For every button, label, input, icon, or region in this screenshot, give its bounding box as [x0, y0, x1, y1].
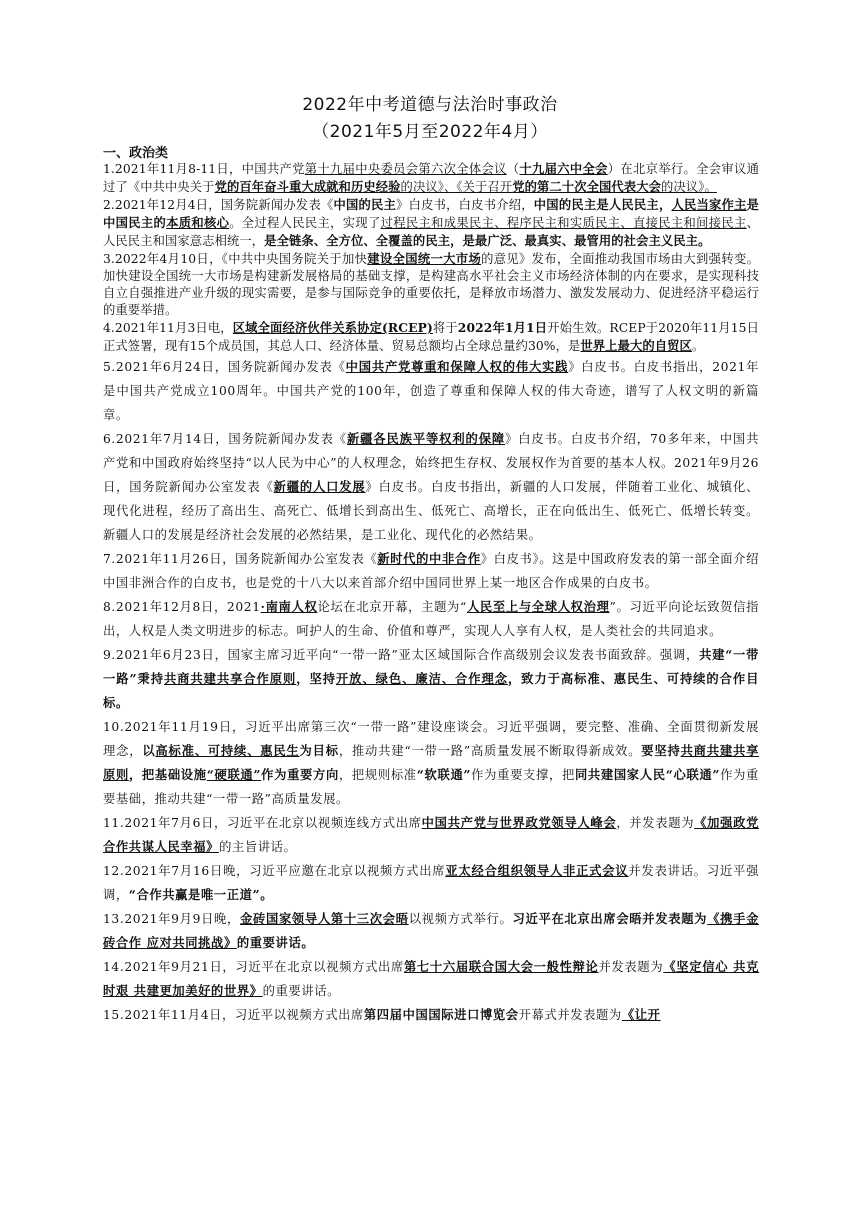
item-text: 12.2021年7月16日晚，习近平应邀在北京以视频方式出席 — [103, 864, 446, 878]
item-text: ，致力于高标准、惠民生、可持续的合作目标。 — [103, 671, 759, 710]
document-subtitle: （2021年5月至2022年4月） — [312, 122, 548, 142]
news-item-13 — [103, 907, 759, 955]
item-text: 党的第二十次全国代表大会 — [512, 179, 661, 194]
item-text: （ — [506, 162, 520, 176]
item-text: ，推动共建“一带一路”高质量发展不断取得新成效。 — [338, 744, 642, 758]
document-title: 2022年中考道德与法治时事政治 — [302, 95, 558, 115]
item-text: 》白皮书》。这是中国政府发表的第一部全面介绍中国非洲合作的白皮书，也是党的十八大以来首部介绍中国同世界上某一地区合作成果的白皮书。 — [103, 552, 759, 590]
item-text: 要坚持 — [641, 743, 681, 758]
news-item-4 — [103, 319, 759, 355]
item-text: 的主旨讲话。 — [219, 840, 297, 854]
item-text: 中国共产党与世界政党领导人峰会 — [421, 815, 617, 830]
item-text: “合作共赢是唯一正道”。 — [128, 887, 274, 902]
item-text: 。 — [691, 339, 705, 353]
item-text: 》白皮书。白皮书指出，2021年是中国共产党成立100周年。中国共产党的100年，创造了尊重和保障人权的伟大奇迹，谱写了人权文明的新篇章。 — [103, 360, 760, 422]
item-text: 。全过程人民民主，实现了 — [229, 216, 381, 230]
item-text: 开始生效。RCEP于2020年11月15日正式签署，现有15个成员国，其总人口、经济体量、贸易总额均占全球总量约30%，是 — [103, 321, 759, 353]
item-text: 的意见》发布，全面推动我国市场由大到强转变。加快建设全国统一大市场是构建新发展格局的基础支撑，是构建高水平社会主义市场经济体制的内在要求，是实现科技自立自强推进产业升级的现实需要，是参与国际竞争的重要依托，是释放市场潜力、激发发展动力、促进经济平稳运行的重要举措。 — [103, 252, 760, 317]
item-text: 作为重要基础，推动共建“一带一路”高质量发展。 — [103, 768, 759, 806]
item-text: ，坚持 — [296, 671, 336, 686]
item-text: 中国的民主 — [333, 197, 397, 212]
news-item-15 — [103, 1003, 759, 1027]
item-text: 金砖国家领导人第十三次会晤 — [240, 911, 409, 926]
item-text: 是全链条、全方位、全覆盖的民主，是最广泛、最真实、最管用的社会主义民主。 — [264, 233, 711, 248]
document-body — [103, 160, 759, 1027]
item-text: 9.2021年6月23日，国家主席习近平向“一带一路”亚太区域国际合作高级别会议发表书面致辞。强调， — [103, 648, 700, 662]
item-text: 6.2021年7月14日，国务院新闻办发表《 — [103, 432, 347, 446]
item-text: 论坛在北京开幕，主题为“ — [317, 600, 467, 614]
item-text: 14.2021年9月21日，习近平在北京以视频方式出席 — [103, 960, 404, 974]
item-text: 作为重要方向 — [261, 767, 339, 782]
item-text: 中国的民主是人民民主， — [533, 197, 672, 212]
item-text: 同共建国家人民“心联通” — [574, 767, 721, 782]
news-item-9 — [103, 643, 759, 715]
news-item-11 — [103, 811, 759, 859]
news-item-2 — [103, 196, 759, 250]
item-text: 十九届六中全会 — [519, 161, 608, 176]
item-text: 》白皮书，白皮书介绍， — [396, 198, 534, 212]
item-text: 13.2021年9月9日晚， — [103, 912, 241, 926]
news-item-3 — [103, 250, 759, 319]
item-text: 建设全国统一大市场 — [367, 251, 482, 266]
item-text: 共建“一带一路”秉持 — [103, 647, 759, 686]
item-text: ，并发表题为 — [616, 816, 695, 830]
item-text: 亚太经合组织领导人非正式会议 — [445, 863, 629, 878]
item-text: 10.2021年11月19日，习近平出席第三次“一带一路”建设座谈会。习近平强调，要完整、准确、全面贯彻新发展理念， — [103, 720, 759, 758]
item-text: 2022年1月1日 — [457, 320, 548, 335]
news-item-1 — [103, 160, 759, 196]
item-text: 将于 — [432, 321, 458, 335]
item-text: 2.2021年12月4日，国务院新闻办发表《 — [103, 198, 334, 212]
item-text: 《让开 — [621, 1007, 661, 1022]
item-text: 过程民主和成果民主、程序民主和实质民主、直接民主和间接民主 — [380, 216, 747, 230]
item-text: 3.2022年4月10日，《中共中央国务院关于加快 — [103, 252, 368, 266]
item-text: ”。习近平向论坛致贺信指出，人权是人类文明进步的标志。呵护人的生命、价值和尊严，实现人人享有人权，是人类社会的共同追求。 — [103, 600, 760, 638]
item-text: 开幕式并发表题为 — [518, 1008, 622, 1022]
item-text: 关于召开 — [462, 180, 513, 194]
item-text: 人民至上与全球人权治理 — [466, 599, 610, 614]
item-text: “软联通” — [416, 767, 472, 782]
item-text: 共商共建共享合作原则 — [163, 671, 297, 686]
item-text: 7.2021年11月26日，国务院新闻办公室发表《 — [103, 552, 378, 566]
item-text: ）在北京举行。全会审议通过了《中共中央关于 — [103, 162, 759, 194]
news-item-10 — [103, 715, 759, 811]
news-item-7 — [103, 547, 759, 595]
item-text: 以视频方式举行。 — [408, 912, 513, 926]
item-text: 11.2021年7月6日，习近平在北京以视频连线方式出席 — [103, 816, 422, 830]
item-text: 并发表讲话。习近平强调， — [103, 864, 759, 902]
item-text: 人民当家作主 — [671, 197, 747, 212]
item-text: ，把基础设施 — [128, 767, 207, 782]
item-text: 的重要讲话。 — [262, 984, 341, 998]
item-text: 本质和核心 — [166, 215, 230, 230]
item-text: 《加强政党合作共谋人民幸福》 — [103, 815, 759, 854]
news-item-12 — [103, 859, 759, 907]
item-text: ，把规则标准 — [338, 768, 417, 782]
item-text: 区域全面经济伙伴关系协定(RCEP) — [232, 320, 433, 335]
item-text: 《携手金砖合作 应对共同挑战》 — [103, 911, 759, 950]
item-text: 、人民民主和国家意志相统一， — [103, 216, 759, 248]
item-text: 党的百年奋斗重大成就和历史经验 — [214, 179, 401, 194]
item-text: 的重要讲话。 — [236, 935, 315, 950]
item-text: 第七十六届联合国大会一般性辩论 — [403, 959, 599, 974]
item-text: 新疆的人口发展 — [273, 479, 366, 494]
item-text: ·南南人权 — [260, 599, 318, 614]
item-text: 》白皮书。白皮书指出，新疆的人口发展，伴随着工业化、城镇化、现代化进程，经历了高出生、高死亡、低增长到高出生、低死亡、高增长，正在向低出生、低死亡、低增长转变。新疆人口的发展是经济社会发展的必然结果，是工业化、现代化的必然结果。 — [103, 480, 759, 542]
item-text: 共商共建共享原则 — [103, 743, 759, 782]
item-text: 第四届中国国际进口博览会 — [363, 1007, 519, 1022]
item-text: 5.2021年6月24日，国务院新闻办发表《 — [103, 360, 346, 374]
item-text: 习近平在北京出席会晤并发表题为 — [512, 911, 708, 926]
item-text: 并发表题为 — [598, 960, 664, 974]
section-heading: 一、政治类 — [103, 146, 169, 161]
item-text: 开放、绿色、廉洁、合作理念 — [335, 671, 508, 686]
item-text: 新疆各民族平等权利的保障 — [346, 431, 506, 446]
item-text: 高标准、可持续、惠民生 — [155, 743, 300, 758]
item-text: 《坚定信心 共克时艰 共建更加美好的世界》 — [103, 959, 759, 998]
news-item-8 — [103, 595, 759, 643]
news-item-5 — [103, 355, 759, 427]
news-item-14 — [103, 955, 759, 1003]
item-text: 4.2021年11月3日电， — [103, 321, 233, 335]
item-text: 的决议》、《 — [400, 180, 463, 194]
item-text: 8.2021年12月8日，2021 — [103, 600, 261, 614]
news-item-6 — [103, 427, 759, 547]
item-text: 》白皮书。白皮书介绍，70多年来，中国共产党和中国政府始终坚持“以人民为中心”的人权理念，始终把生存权、发展权作为首要的基本人权。2021年9月26日，国务院新闻办公室发表《 — [103, 432, 759, 494]
item-text: 的决议》。 — [661, 180, 717, 194]
item-text: 以 — [142, 743, 156, 758]
item-text: “硬联通” — [206, 767, 262, 782]
item-text: 为目标 — [299, 743, 339, 758]
item-text: 中国共产党尊重和保障人权的伟大实践 — [345, 359, 569, 374]
item-text: 是中国民主的 — [103, 197, 759, 230]
item-text: 新时代的中非合作 — [377, 551, 481, 566]
item-text: 第十九届中央委员会第六次全体会议 — [304, 162, 507, 176]
item-text: 世界上最大的自贸区 — [580, 338, 692, 353]
item-text: 1.2021年11月8-11日，中国共产党 — [103, 162, 305, 176]
item-text: 15.2021年11月4日，习近平以视频方式出席 — [103, 1008, 364, 1022]
item-text: 作为重要支撑，把 — [471, 768, 575, 782]
